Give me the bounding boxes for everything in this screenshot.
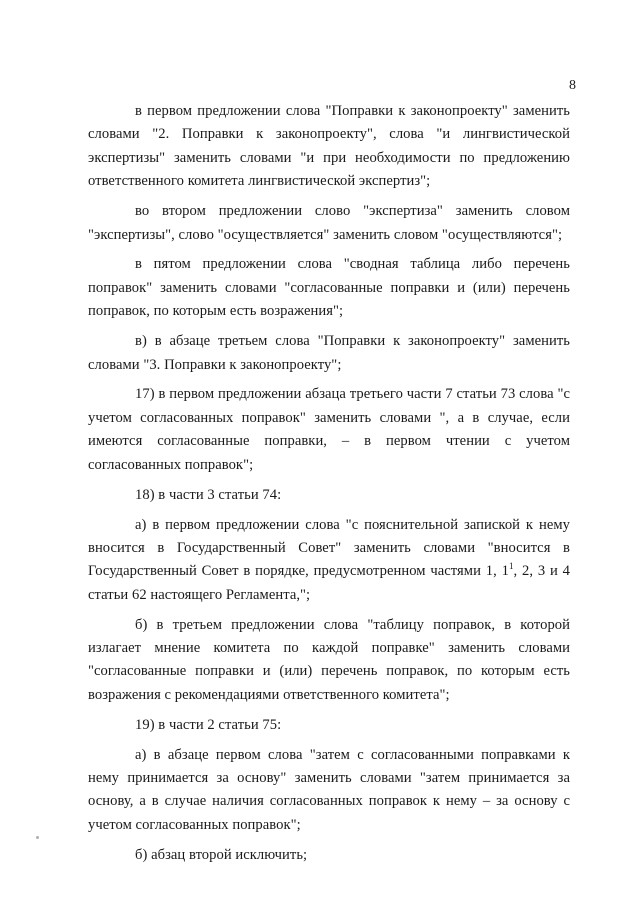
paragraph-item-19-b: б) абзац второй исключить; [135,846,308,863]
paragraph-item-18-a-text-end: , 2, 3 и 4 статьи 62 настоящего Регламента,"; [88,563,570,603]
paragraph-item-18-a-text: а) в первом предложении слова "с пояснительной запиской к нему вносится в Государственный Совет" заменить словами "вносится в Государственный Совет в порядке, предусмотренном частями 1, 1 [88,516,570,580]
paragraph-second-sentence-amendment: во втором предложении слово "экспертиза" заменить словом "экспертизы", слово "осуществляется" заменить словом "осуществляются"; [88,203,570,243]
paragraph-item-19-a: а) в абзаце первом слова "затем с согласованными поправками к нему принимается за основу" заменить словами "затем принимается за основу, а в случае наличия согласованных поправок к нему – за основу с учетом согласованных поправок"; [88,746,570,833]
superscript-index: 1 [508,561,514,572]
paragraph-fifth-sentence-amendment: в пятом предложении слова "сводная таблица либо перечень поправок" заменить словами "согласованные поправки и (или) перечень поправок, по которым есть возражения"; [88,256,570,320]
page-number: 8 [569,78,576,93]
paragraph-first-sentence-amendment: в первом предложении слова "Поправки к законопроекту" заменить словами "2. Поправки к законопроекту", слова "и лингвистической экспертизы" заменить словами "и при необходимости по предложению ответственного комитета лингвистической экспертиз"; [88,103,570,190]
paragraph-item-17: 17) в первом предложении абзаца третьего части 7 статьи 73 слова "с учетом согласованных поправок" заменить словами ", а в случае, если имеются согласованные поправки, – в первом чтении с учетом согласованных поправок"; [88,386,570,473]
paragraph-item-18: 18) в части 3 статьи 74: [135,486,282,503]
paragraph-item-19: 19) в части 2 статьи 75: [135,716,282,733]
paragraph-item-18-b: б) в третьем предложении слова "таблицу поправок, в которой излагает мнение комитета по каждой поправке" заменить словами "согласованные поправки и (или) перечень поправок, по которым есть возражения с рекомендациями ответственного комитета"; [88,616,570,703]
paragraph-item-18-a [88,514,570,608]
paragraph-item-v: в) в абзаце третьем слова "Поправки к законопроекту" заменить словами "3. Поправки к законопроекту"; [88,333,570,373]
document-body [88,100,570,874]
scan-speck [36,836,39,839]
